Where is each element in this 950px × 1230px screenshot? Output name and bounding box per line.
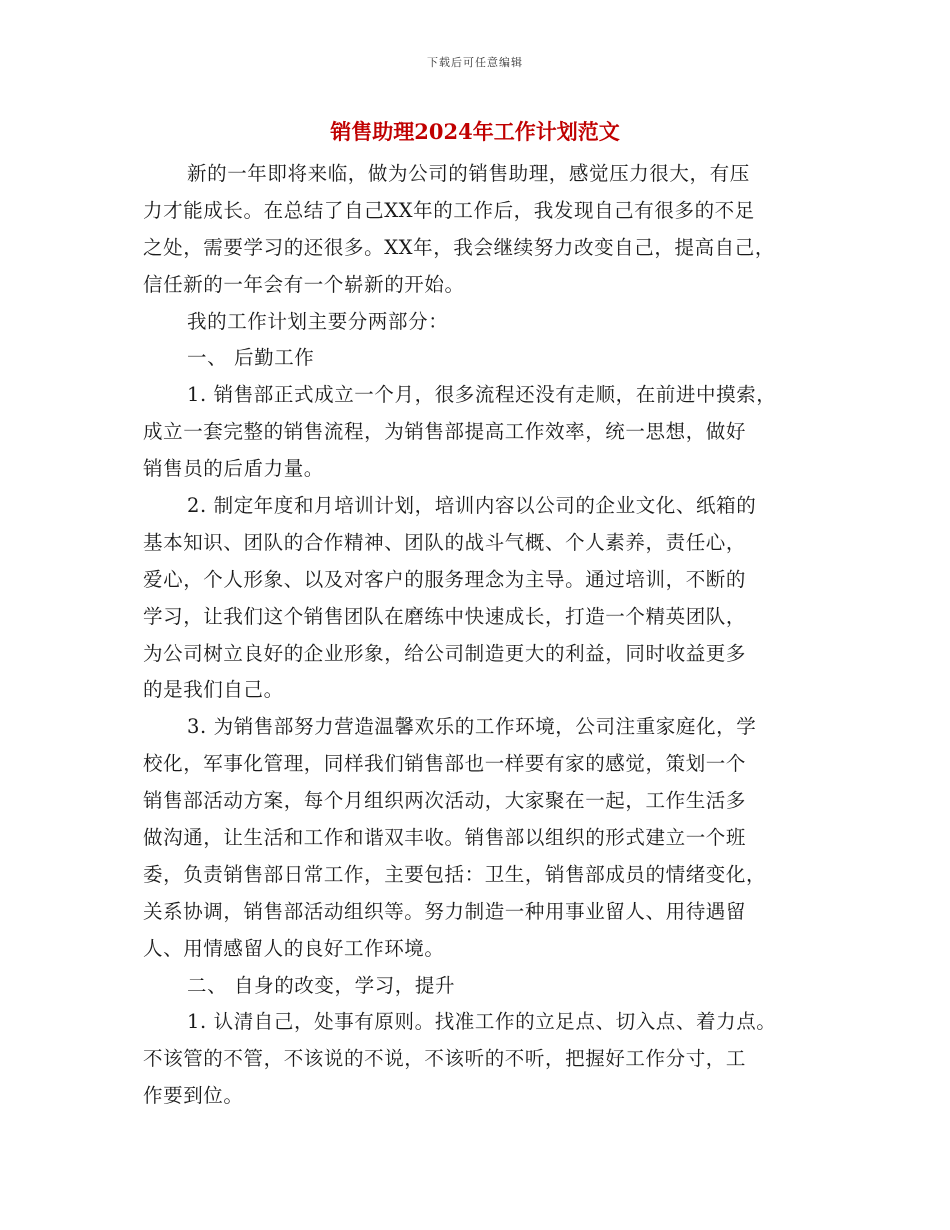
text-line: 学习，让我们这个销售团队在磨练中快速成长，打造一个精英团队， bbox=[143, 604, 747, 628]
text-line: 销售部活动方案，每个月组织两次活动，大家聚在一起，工作生活多 bbox=[143, 789, 747, 813]
text-line: 我的工作计划主要分两部分： bbox=[187, 309, 449, 333]
text-line: 不该管的不管，不该说的不说，不该听的不听，把握好工作分寸，工 bbox=[143, 1047, 747, 1071]
text-line: 基本知识、团队的合作精神、团队的战斗气概、个人素养，责任心， bbox=[143, 530, 747, 554]
text-line: 3. 为销售部努力营造温馨欢乐的工作环境，公司注重家庭化，学 bbox=[187, 715, 757, 739]
text-line: 1. 销售部正式成立一个月，很多流程还没有走顺，在前进中摸索， bbox=[187, 383, 777, 407]
text-line: 的是我们自己。 bbox=[143, 678, 284, 702]
document-body bbox=[143, 159, 843, 1118]
text-line: 新的一年即将来临，做为公司的销售助理，感觉压力很大，有压 bbox=[187, 162, 750, 185]
header-note: 下载后可任意编辑 bbox=[427, 56, 523, 69]
text-line: 二、 自身的改变，学习，提升 bbox=[187, 973, 456, 997]
text-line: 关系协调，销售部活动组织等。努力制造一种用事业留人、用待遇留 bbox=[143, 899, 747, 923]
text-line: 校化，军事化管理，同样我们销售部也一样要有家的感觉，策划一个 bbox=[143, 752, 747, 776]
text-line: 力才能成长。在总结了自己XX年的工作后，我发现自己有很多的不足 bbox=[143, 198, 755, 222]
text-line: 2. 制定年度和月培训计划，培训内容以公司的企业文化、纸箱的 bbox=[187, 494, 757, 518]
text-line: 信任新的一年会有一个崭新的开始。 bbox=[143, 272, 465, 296]
text-line: 人、用情感留人的良好工作环境。 bbox=[143, 936, 445, 960]
text-line: 成立一套完整的销售流程，为销售部提高工作效率，统一思想，做好 bbox=[143, 420, 747, 444]
text-line: 之处，需要学习的还很多。XX年，我会继续努力改变自己，提高自己， bbox=[143, 235, 775, 259]
text-line: 销售员的后盾力量。 bbox=[143, 457, 324, 481]
text-line: 爱心，个人形象、以及对客户的服务理念为主导。通过培训，不断的 bbox=[143, 567, 747, 591]
document-title: 销售助理2024年工作计划范文 bbox=[330, 119, 620, 144]
text-line: 为公司树立良好的企业形象，给公司制造更大的利益，同时收益更多 bbox=[143, 641, 747, 665]
text-line: 1. 认清自己，处事有原则。找准工作的立足点、切入点、着力点。 bbox=[187, 1010, 777, 1034]
text-line: 作要到位。 bbox=[143, 1084, 244, 1108]
text-line: 做沟通，让生活和工作和谐双丰收。销售部以组织的形式建立一个班 bbox=[143, 826, 747, 850]
text-line: 一、 后勤工作 bbox=[187, 346, 315, 370]
text-line: 委，负责销售部日常工作，主要包括：卫生，销售部成员的情绪变化， bbox=[143, 862, 767, 886]
